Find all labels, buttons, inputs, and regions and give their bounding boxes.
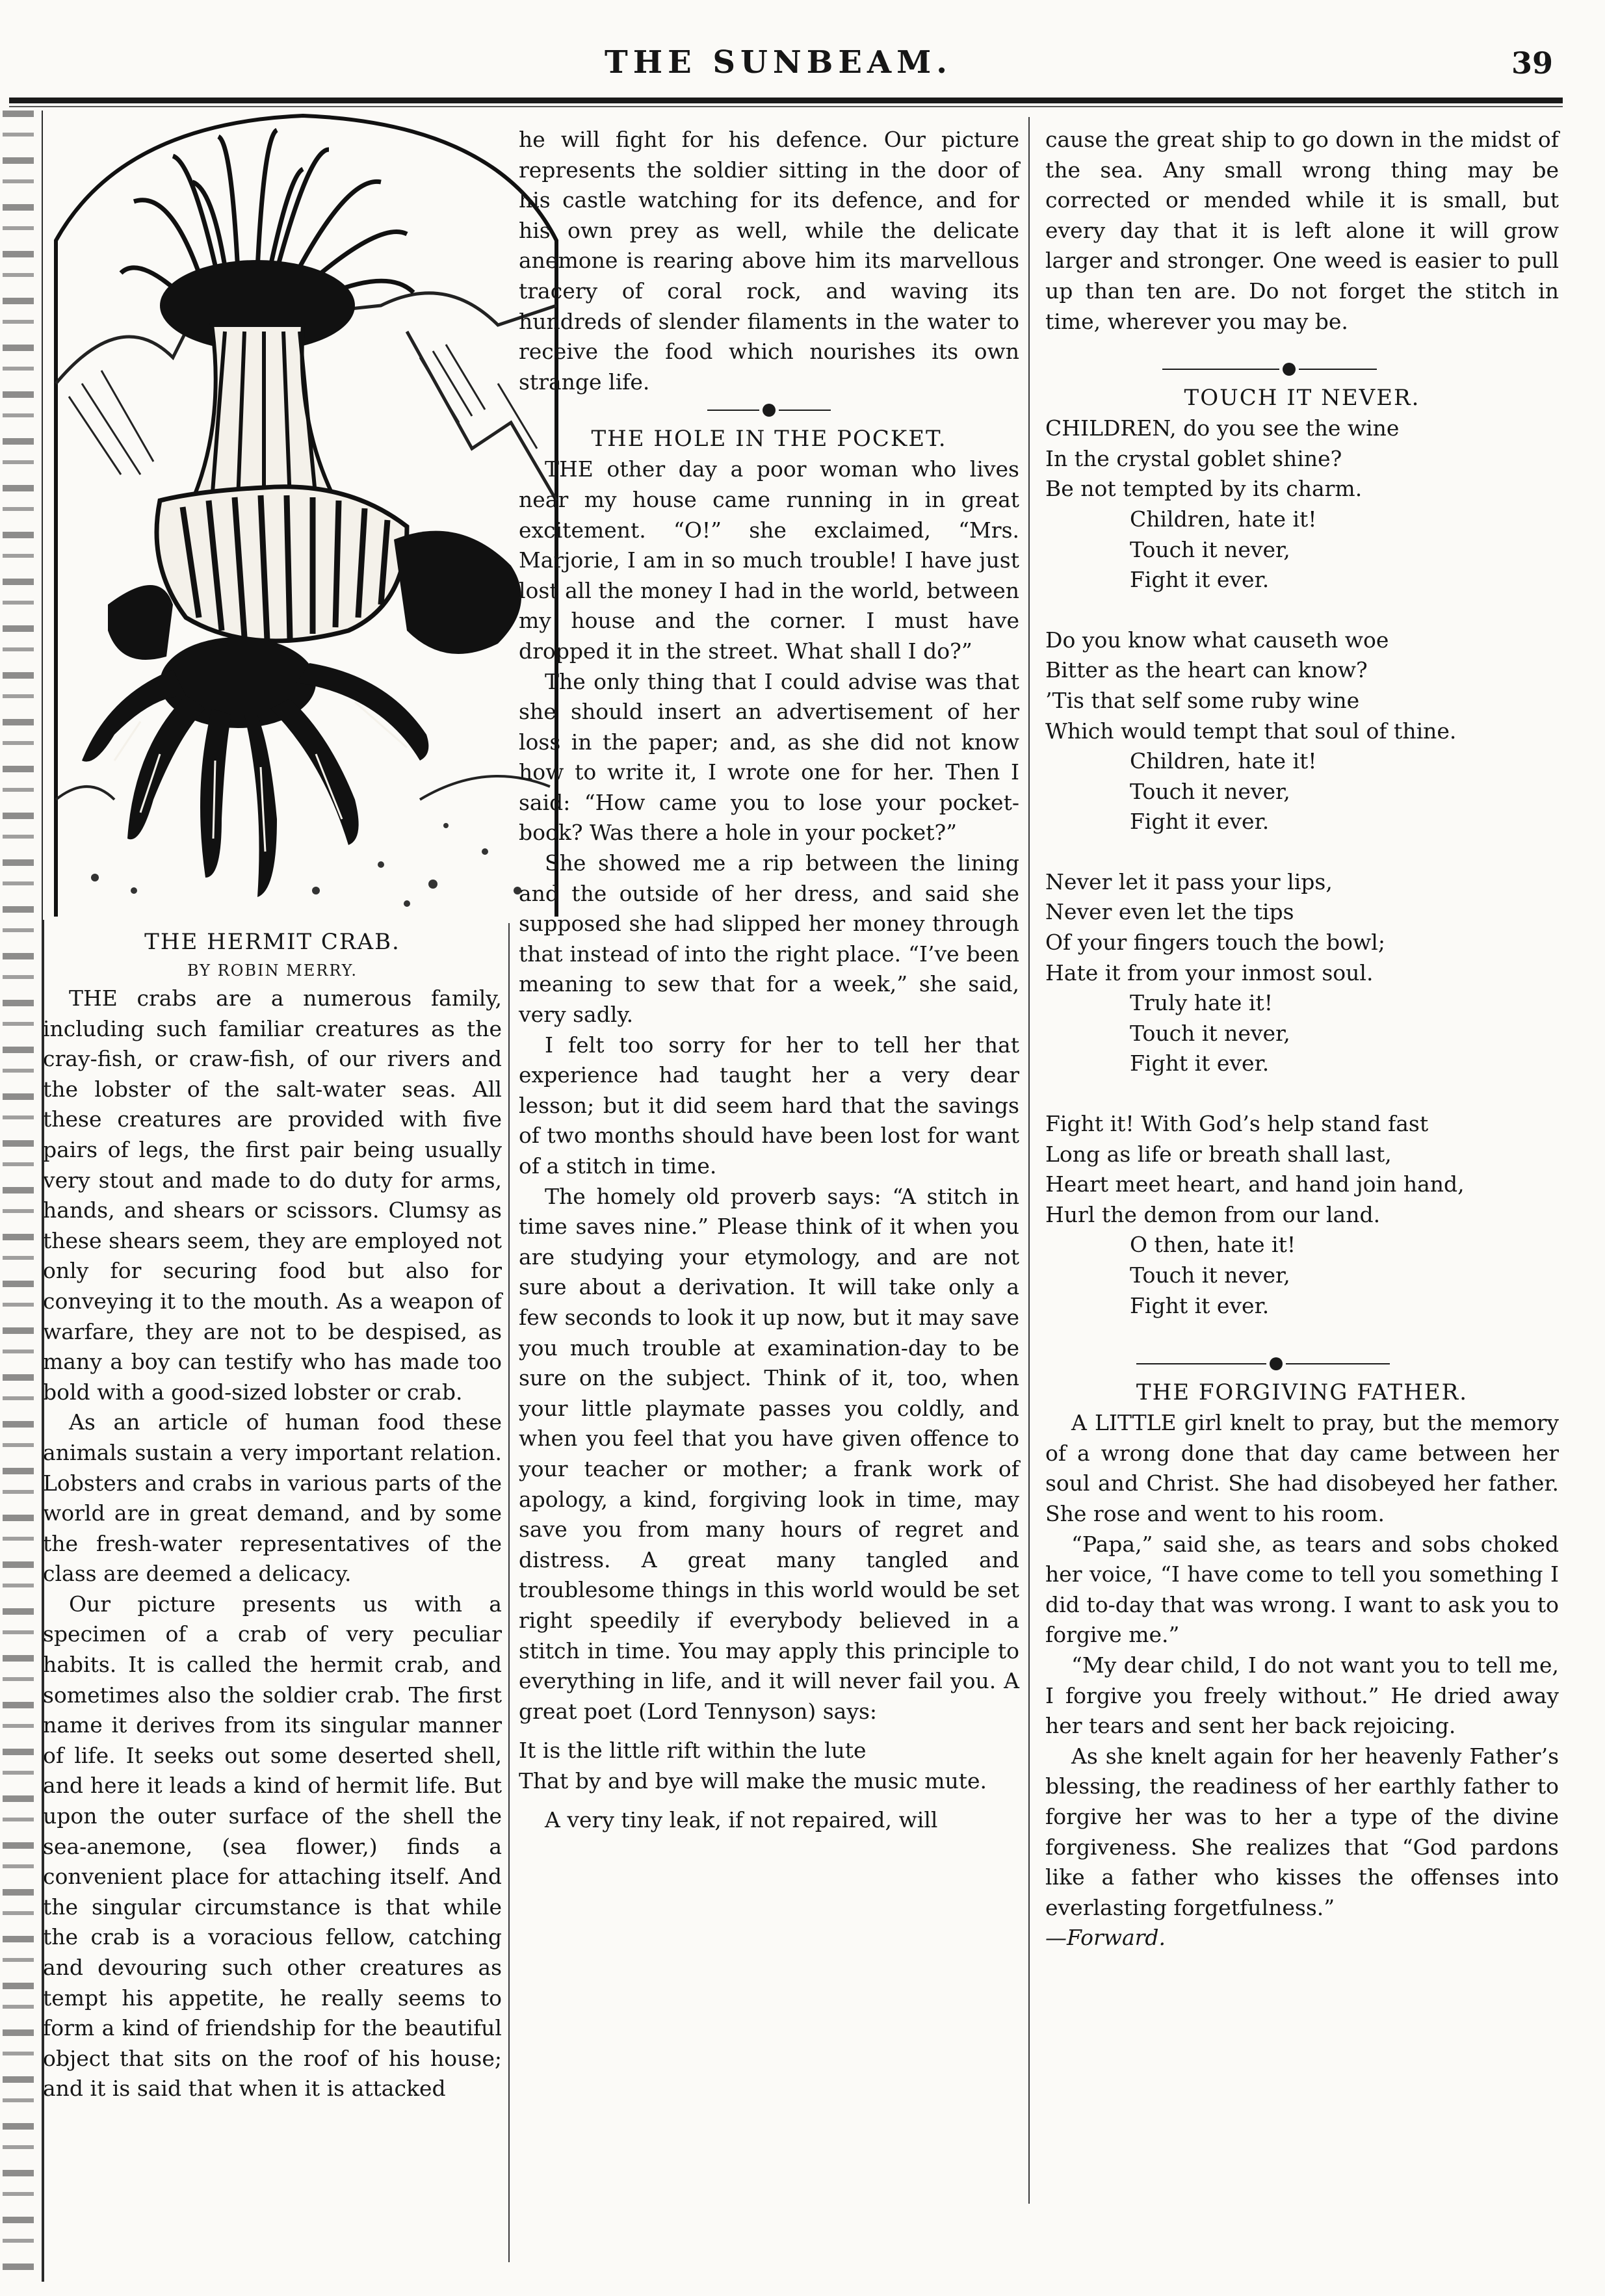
hermit-crab-paragraph: THE crabs are a numerous family, including such familiar creatures as the cray-fish, or craw-fish, of our rivers and the lobster of the salt-water seas. All these creatures are provided with five pairs of legs, the first pair being usually very stout and made to do duty for arms, hands, and shears or scissors. Clumsy as these shears seem, they are employed not only for securing food but also for conveying it to the mouth. As a weapon of warfare, they are not to be despised, as many a boy can testify who has made too bold with a good-sized lobster or crab. [43,985,502,1405]
section-ornament [519,397,1019,423]
stanza-gap [1045,1321,1559,1351]
poem-refrain-line: O then, hate it! [1130,1232,1296,1258]
poem-stanza [1045,1109,1559,1321]
section-ornament [1045,356,1559,382]
section-ornament [1045,1351,1559,1377]
tennyson-quote-line: That by and bye will make the music mute. [519,1768,987,1794]
poem-refrain-line: Touch it never, [1130,536,1290,562]
hole-in-pocket-paragraph: I felt too sorry for her to tell her that experience had taught her a very dear lesson; but it did seem hard that the savings of two months should have been lost for want of a stitch in time. [519,1032,1019,1179]
hole-in-pocket-continuation: cause the great ship to go down in the midst of the sea. Any small wrong thing may be corrected or mended while it is small, but every day that it is left alone it will grow larger and stronger. One weed is easier to pull up than ten are. Do not forget the stitch in time, wherever you may be. [1045,127,1559,334]
forgiving-father-paragraph: As she knelt again for her heavenly Father’s blessing, the readiness of her earthly father to forgive her was to her a type of the divine forgiveness. She realizes that “God pardons like a father who kisses the offenses into everlasting forgetfulness.” [1045,1743,1559,1920]
hermit-crab-byline: BY ROBIN MERRY. [187,961,358,980]
forgiving-father-paragraph: “Papa,” said she, as tears and sobs choked her voice, “I have come to tell you something I did to-day that was wrong. I want to ask you to forgive me.” [1045,1531,1559,1648]
poem-line: Be not tempted by its charm. [1045,476,1363,502]
poem-refrain-line: Touch it never, [1130,778,1290,804]
page-number: 39 [1511,46,1554,81]
header-rule-thin [9,106,1563,107]
touch-it-never-poem [1045,413,1559,1351]
poem-line: Bitter as the heart can know? [1045,657,1368,683]
poem-refrain-line: Fight it ever. [1130,1292,1270,1318]
poem-line: Hurl the demon from our land. [1045,1201,1381,1227]
poem-stanza [1045,625,1559,837]
column-rule-1 [508,923,510,2262]
forgiving-father-paragraph: “My dear child, I do not want you to tell me, I forgive you freely without.” He dried away her tears and sent her back rejoicing. [1045,1652,1559,1739]
hermit-crab-paragraph: Our picture presents us with a specimen of a crab of very peculiar habits. It is called the hermit crab, and sometimes also the soldier crab. The first name it derives from its singular manner of life. It seeks out some deserted shell, and here it leads a kind of hermit life. But upon the outer surface of the shell the sea-anemone, (sea flower,) finds a convenient place for attaching itself. And the singular circumstance is that while the crab is a voracious fellow, catching and devouring such other creatures as tempt his appetite, he really seems to form a kind of friendship for the beautiful object that sits on the roof of his house; and it is said that when it is attacked [43,1591,502,2102]
poem-line: Fight it! With God’s help stand fast [1045,1111,1429,1137]
poem-line: Of your fingers touch the bowl; [1045,930,1385,956]
stanza-gap [1045,1079,1559,1109]
scan-specks [3,111,34,2282]
poem-line: Never even let the tips [1045,899,1294,925]
masthead-title: THE SUNBEAM. [605,44,953,81]
poem-line: Do you know what causeth woe [1045,627,1389,653]
column-three [1045,125,1559,1953]
hermit-crab-illustration [43,111,563,920]
poem-refrain-line: Fight it ever. [1130,567,1270,593]
poem-line: ’Tis that self some ruby wine [1045,687,1360,713]
stanza-gap [1045,837,1559,867]
poem-refrain-line: Truly hate it! [1130,990,1273,1016]
poem-refrain-line: Children, hate it! [1130,506,1317,532]
hermit-crab-title: THE HERMIT CRAB. [144,929,400,955]
poem-line: Heart meet heart, and hand join hand, [1045,1171,1465,1197]
scan-margin [0,111,39,2288]
poem-refrain-line: Fight it ever. [1130,809,1270,835]
column-two [519,125,1019,1836]
poem-line: Never let it pass your lips, [1045,868,1333,894]
hole-in-pocket-paragraph: THE other day a poor woman who lives near my house came running in in great excitement. “O!” she exclaimed, “Mrs. Marjorie, I am in so much trouble! I have just lost all the money I had in the world, between my house and the corner. I must have dropped it in the street. What shall I do?” [519,456,1019,664]
forgiving-father-source: —Forward. [1045,1925,1166,1951]
poem-line: Long as life or breath shall last, [1045,1141,1392,1167]
hermit-crab-paragraph: As an article of human food these animals sustain a very important relation. Lobsters and crabs in various parts of the world are in great demand, and by some the fresh-water representatives of the class are deemed a delicacy. [43,1409,502,1587]
stanza-gap [1045,595,1559,625]
poem-refrain-line: Children, hate it! [1130,748,1317,774]
poem-line: Which would tempt that soul of thine. [1045,718,1457,744]
poem-stanza [1045,413,1559,595]
touch-it-never-title: TOUCH IT NEVER. [1184,385,1420,411]
poem-refrain-line: Touch it never, [1130,1262,1290,1288]
poem-line: CHILDREN, do you see the wine [1045,415,1400,441]
hole-in-pocket-title: THE HOLE IN THE POCKET. [591,426,947,452]
hole-in-pocket-paragraph: She showed me a rip between the lining and the outside of her dress, and said she supposed she had slipped her money through that instead of into the right place. “I’ve been meaning to sew that for a week,” she said, very sadly. [519,850,1019,1028]
hole-in-pocket-closing: A very tiny leak, if not repaired, will [545,1807,938,1833]
poem-stanza [1045,867,1559,1079]
hermit-crab-engraving [43,111,563,920]
column-rule-2 [1028,117,1030,2204]
poem-line: Hate it from your inmost soul. [1045,959,1374,985]
hole-in-pocket-paragraph: The only thing that I could advise was that she should insert an advertisement of her loss in the paper; and, as she did not know how to write it, I wrote one for her. Then I said: “How came you to lose your pocket-book? Was there a hole in your pocket?” [519,668,1019,846]
hole-in-pocket-paragraph: The homely old proverb says: “A stitch in time saves nine.” Please think of it when you are studying your etymology, and are not sure about a derivation. It will take only a few seconds to look it up now, but it may save you much trouble at examination-day to be sure on the subject. Think of it, too, when your little playmate passes you coldly, and when you feel that you have given offence to your teacher or mother; a frank work of apology, a kind, forgiving look in time, may save you from many hours of regret and distress. A great many tangled and troublesome things in this world would be set right speedily if everybody believed in a stitch in time. You may apply this principle to everything in life, and it will never fail you. A great poet (Lord Tennyson) says: [519,1183,1019,1724]
poem-refrain-line: Touch it never, [1130,1020,1290,1046]
header-rule [9,98,1563,103]
hermit-crab-continuation: he will fight for his defence. Our picture represents the soldier sitting in the door of his castle watching for its defence, and for his own prey as well, while the delicate anemone is rearing above him its marvellous tracery of coral rock, and waving its hundreds of slender filaments in the water to receive the food which nourishes its own strange life. [519,127,1019,395]
poem-refrain-line: Fight it ever. [1130,1050,1270,1076]
poem-line: In the crystal goblet shine? [1045,445,1342,471]
forgiving-father-paragraph: A LITTLE girl knelt to pray, but the memory of a wrong done that day came between her soul and Christ. She had disobeyed her father. She rose and went to his room. [1045,1410,1559,1526]
tennyson-quote-line: It is the little rift within the lute [519,1738,867,1764]
forgiving-father-title: THE FORGIVING FATHER. [1136,1379,1468,1406]
hermit-crab-article [43,926,502,2104]
running-head [0,0,1605,104]
